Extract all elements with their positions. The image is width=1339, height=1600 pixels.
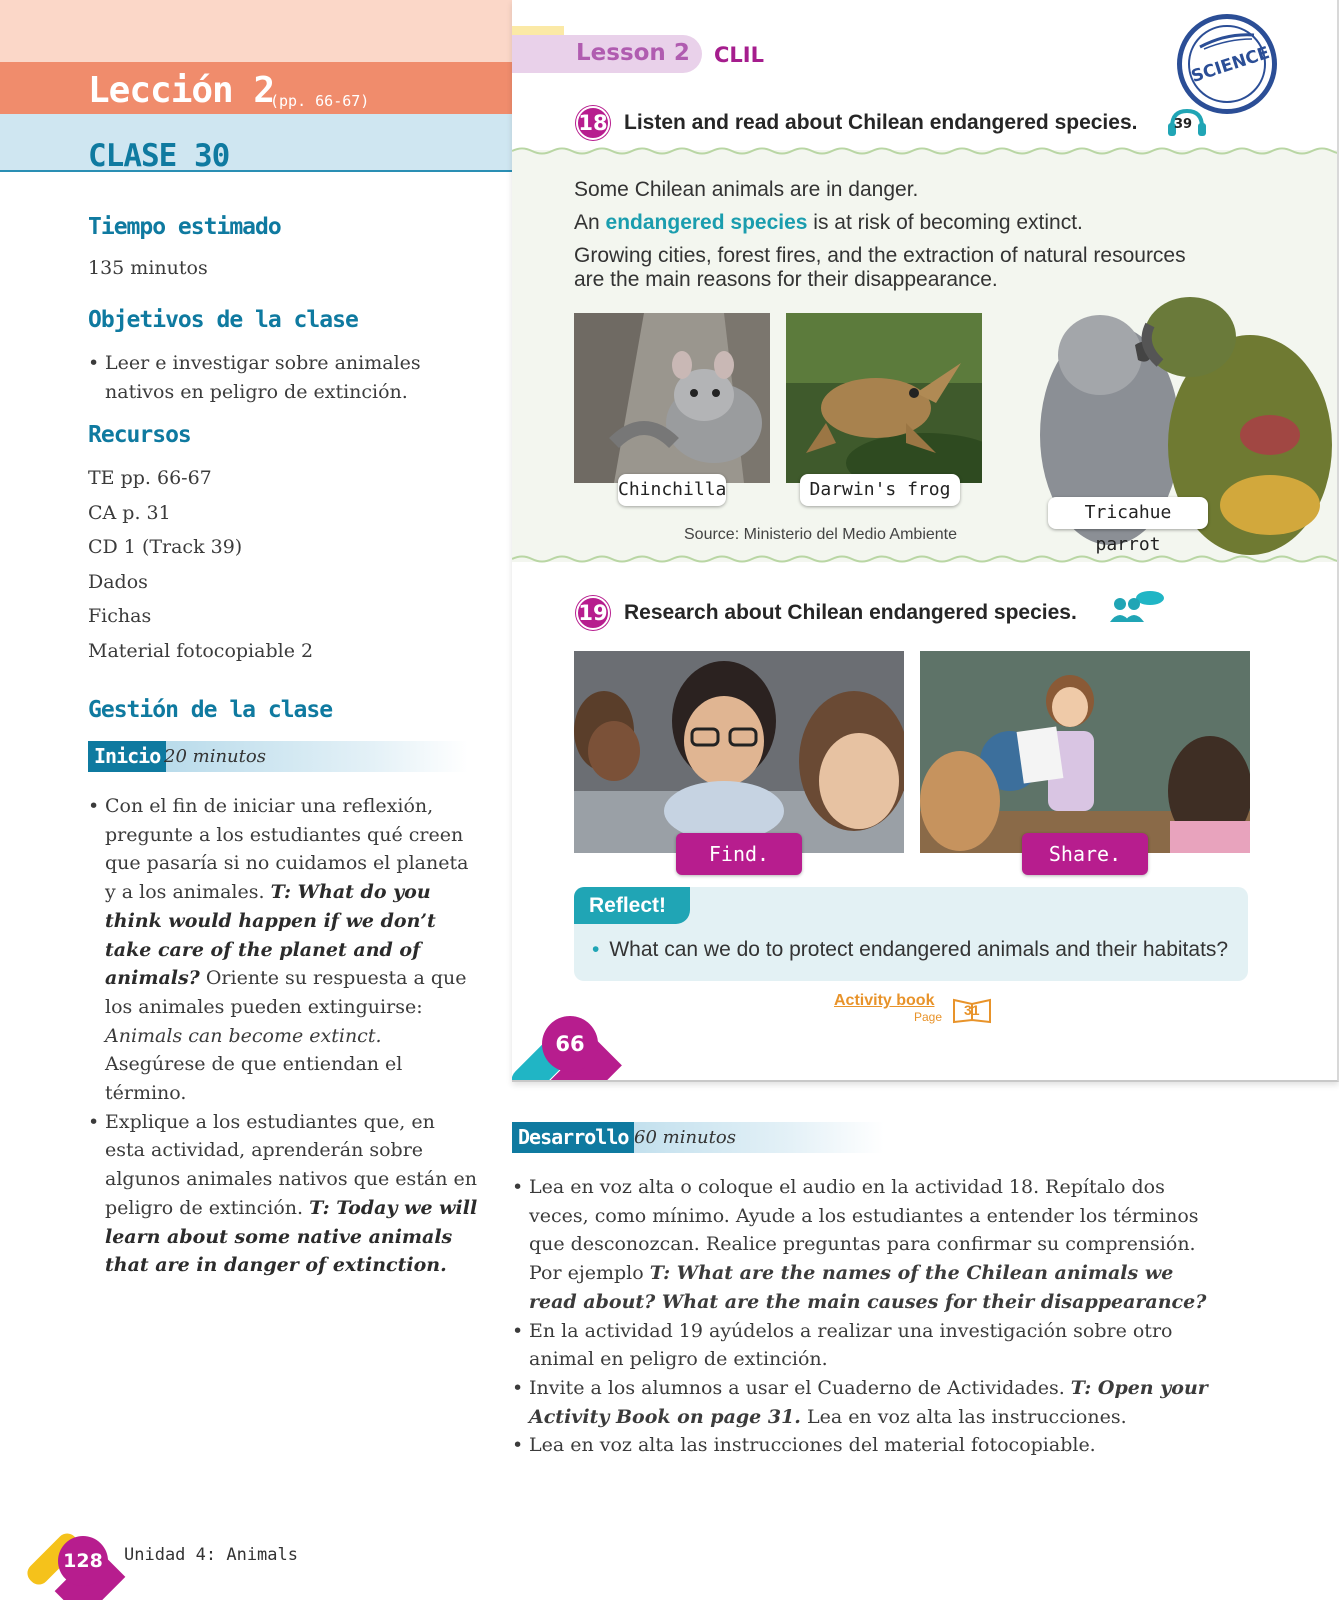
recurso-item: Material fotocopiable 2 — [88, 640, 314, 662]
students-find-photo — [574, 651, 904, 853]
wavy-border — [512, 146, 1339, 156]
desarrollo-time: 60 minutos — [634, 1127, 736, 1148]
darwins-frog-photo — [786, 313, 982, 483]
group-work-icon — [1106, 590, 1166, 626]
student-book-page — [512, 0, 1339, 1082]
desarrollo-bullet: • Lea en voz alta o coloque el audio en la actividad 18. Repítalo dos veces, como mínimo. Ayude a los estudiantes a entender los términos que desconozcan. Realice preguntas para confirmar su comprensión. Por ejemplo T: What are the names of the Chilean animals we read about? What are the main causes for their disappearance? — [512, 1173, 1212, 1317]
clil-label: CLIL — [714, 43, 764, 67]
photo-label-tricahue-parrot: Tricahue parrot — [1048, 497, 1208, 529]
recurso-item: Dados — [88, 571, 148, 593]
objetivos-list — [88, 349, 480, 406]
find-button[interactable]: Find. — [676, 833, 802, 875]
bullet-dot: • — [592, 938, 600, 961]
tiempo-heading: Tiempo estimado — [88, 214, 281, 240]
reflect-question: • What can we do to protect endangered animals and their habitats? — [592, 938, 1229, 961]
lesson-label: Lesson 2 — [576, 40, 690, 66]
page-number: 128 — [58, 1536, 108, 1586]
reading-line: are the main reasons for their disappearance. — [574, 268, 998, 291]
recurso-item: CA p. 31 — [88, 502, 171, 524]
inicio-bullet: • Con el fin de iniciar una reflexión, pregunte a los estudiantes qué creen que pasaría si no cuidamos el planeta y a los animales. T: What do you think would happen if we don’t take care of the planet and of animals? Oriente su respuesta a que los animales pueden extinguirse: Animals can become extinct. Asegúrese de que entiendan el término. — [88, 792, 478, 1108]
activity-book-page: 31 — [964, 1002, 980, 1018]
recurso-item: TE pp. 66-67 — [88, 467, 212, 489]
wavy-border — [512, 554, 1339, 564]
footer-unit: Unidad 4: Animals — [124, 1545, 298, 1565]
gestion-heading: Gestión de la clase — [88, 697, 333, 723]
share-button[interactable]: Share. — [1022, 833, 1148, 875]
objetivos-heading: Objetivos de la clase — [88, 307, 358, 333]
desarrollo-label: Desarrollo — [512, 1122, 634, 1153]
keyword-endangered-species: endangered species — [605, 211, 808, 234]
activity-number: 19 — [576, 596, 610, 630]
recursos-heading: Recursos — [88, 422, 191, 448]
reflect-label: Reflect! — [574, 887, 690, 924]
tiempo-value: 135 minutos — [88, 257, 208, 279]
inicio-label: Inicio — [88, 741, 166, 772]
desarrollo-bullets — [512, 1173, 1212, 1460]
inicio-time: 20 minutos — [164, 746, 266, 767]
activity-19-title: Research about Chilean endangered species. — [624, 601, 1077, 624]
science-stamp — [1177, 14, 1277, 114]
activity-book-link[interactable]: Activity book — [834, 992, 935, 1009]
reading-line: Growing cities, forest fires, and the extraction of natural resources — [574, 244, 1186, 267]
activity-number: 18 — [576, 106, 610, 140]
objetivo-item: • Leer e investigar sobre animales nativos en peligro de extinción. — [88, 349, 480, 406]
activity-book-page-word: Page — [914, 1010, 943, 1024]
source-text: Source: Ministerio del Medio Ambiente — [684, 526, 958, 543]
desarrollo-bar — [512, 1122, 884, 1153]
inicio-bullet: • Explique a los estudiantes que, en esta actividad, aprenderán sobre algunos animales nativos que están en peligro de extinción. T: Today we will learn about some native animals that are in danger of extinction. — [88, 1108, 478, 1280]
photo-label-darwins-frog: Darwin's frog — [800, 474, 960, 506]
inicio-bullets — [88, 792, 478, 1280]
desarrollo-bullet: • Invite a los alumnos a usar el Cuaderno de Actividades. T: Open your Activity Book on page 31. Lea en voz alta las instrucciones. — [512, 1374, 1212, 1431]
activity-18-title: Listen and read about Chilean endangered species. — [624, 111, 1138, 134]
desarrollo-bullet: • Lea en voz alta las instrucciones del material fotocopiable. — [512, 1431, 1212, 1460]
header-top-band — [0, 0, 512, 62]
reading-line: An endangered species is at risk of becoming extinct. — [574, 211, 1083, 234]
student-page-number: 66 — [542, 1016, 598, 1072]
track-number: 39 — [1174, 117, 1193, 132]
recurso-item: Fichas — [88, 605, 152, 627]
photo-label-chinchilla: Chinchilla — [618, 474, 726, 506]
clase-band — [0, 114, 512, 172]
leccion-title: Lección 2 — [88, 70, 275, 111]
reading-line: Some Chilean animals are in danger. — [574, 178, 919, 201]
students-share-photo — [920, 651, 1250, 853]
recurso-item: CD 1 (Track 39) — [88, 536, 243, 558]
leccion-pages: (pp. 66-67) — [270, 92, 370, 110]
clase-title: CLASE 30 — [88, 138, 230, 174]
chinchilla-photo — [574, 313, 770, 483]
stamp-text: SCIENCE — [1188, 42, 1273, 88]
desarrollo-bullet: • En la actividad 19 ayúdelos a realizar una investigación sobre otro animal en peligro de extinción. — [512, 1317, 1212, 1374]
inicio-bar — [88, 741, 468, 772]
